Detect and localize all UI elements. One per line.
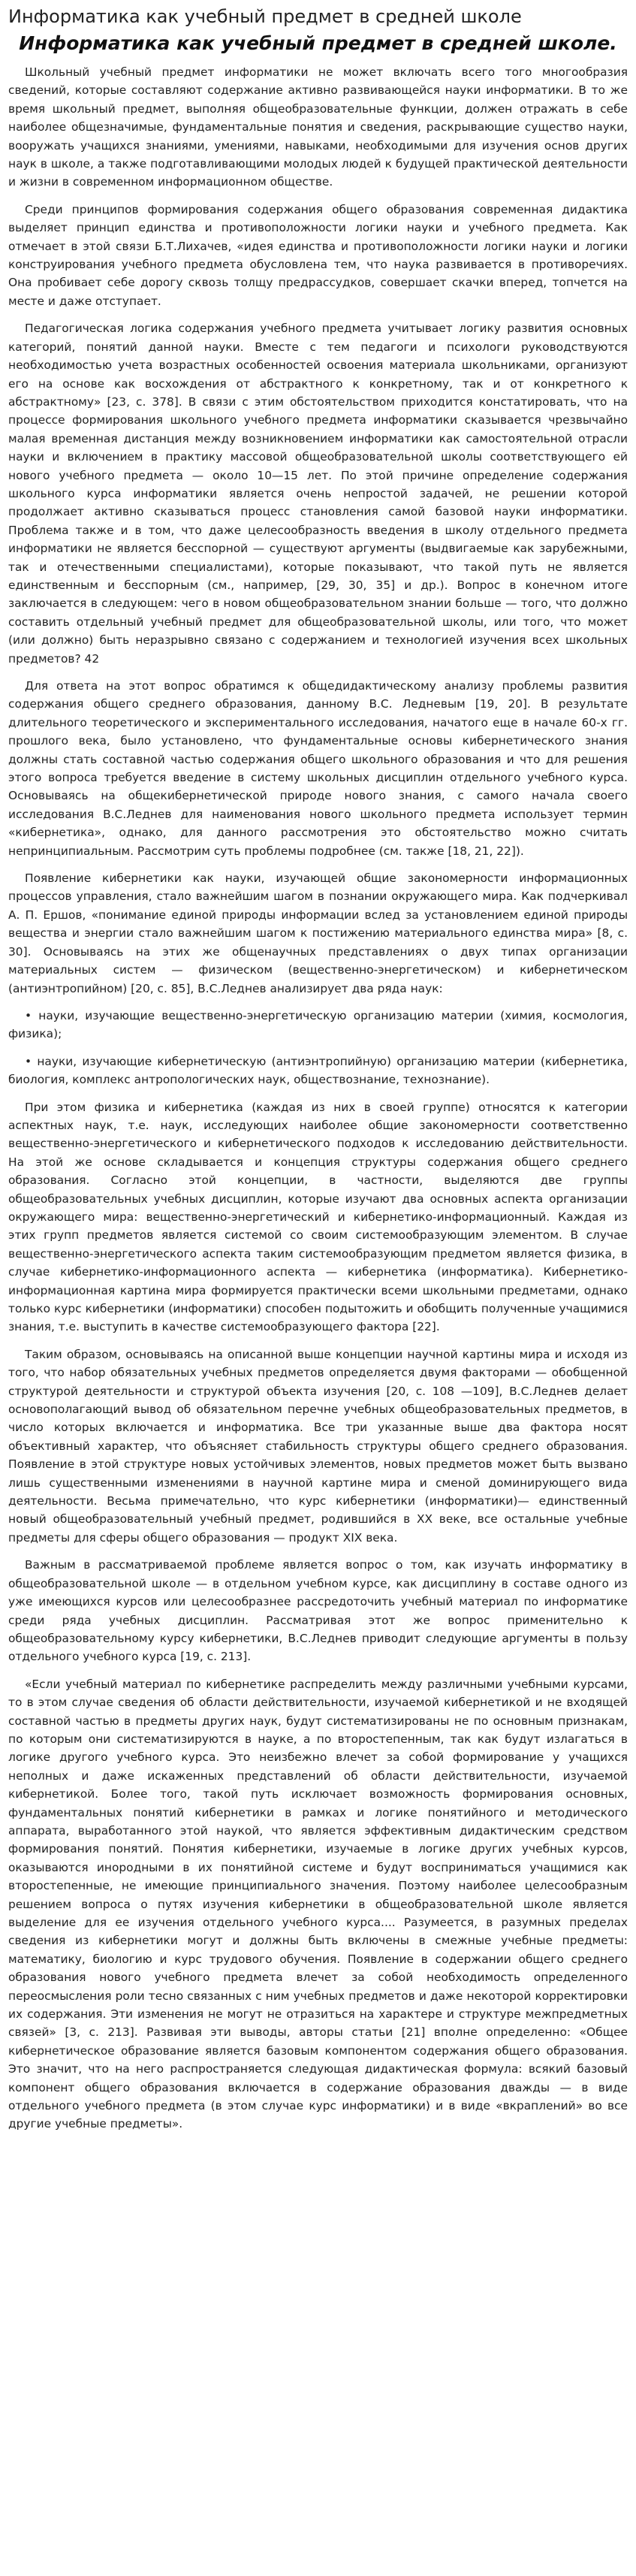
- paragraph-2: Среди принципов формирования содержания общего образования современная дидактика выделяет принцип единства и противоположности логики науки и учебного предмета. Как отмечает в этой связи Б.Т.Лихачев, «идея единства и противоположности логики науки и логики конструирования учебного предмета обусловлена тем, что наука развивается в противоречиях. Она пробивает себе дорогу сквозь толщу предрассудков, совершает скачки вперед, топчется на месте и даже отступает.: [8, 202, 628, 308]
- paragraph-4: Для ответа на этот вопрос обратимся к общедидактическому анализу проблемы развития содержания общего среднего образования, данному В.С. Ледневым [19, 20]. В результате длительного теоретического и экспериментального исследования, начатого еще в начале 60-х гг. прошлого века, было установлено, что фундаментальные основы кибернетического знания должны стать составной частью содержания общего школьного образования и что для решения этого вопроса требуется введение в систему школьных дисциплин отдельного учебного курса. Основываясь на общекибернетической природе нового знания, с самого начала своего исследования В.С.Леднев для наименования нового школьного предмета использует термин «кибернетика», однако, для данного рассмотрения это обстоятельство можно считать непринципиальным. Рассмотрим суть проблемы подробнее (см. также [18, 21, 22]).: [8, 679, 628, 858]
- paragraph-5: Появление кибернетики как науки, изучающей общие закономерности информационных процессов управления, стало важнейшим шагом в познании окружающего мира. Как подчеркивал А. П. Ершов, «понимание единой природы информации вслед за установлением единой природы вещества и энергии стало важнейшим шагом к постижению материального единства мира» [8, с. 30]. Основываясь на этих же общенаучных представлениях о двух типах организации материальных систем — физическом (вещественно-энергетическом) и кибернетическом (антиэнтропийном) [20, с. 85], В.С.Леднев анализирует два ряда наук:: [8, 871, 628, 995]
- paragraph-7: Таким образом, основываясь на описанной выше концепции научной картины мира и исходя из того, что набор обязательных учебных предметов определяется двумя факторами — обобщенной структурой деятельности и структурой объекта изучения [20, с. 108 —109], В.С.Леднев делает основополагающий вывод об обязательном перечне учебных общеобразовательных предметов, в число которых включается и информатика. Все три указанные выше два фактора носят объективный характер, что объясняет стабильность структуры общего среднего образования. Появление в этой структуре новых устойчивых элементов, новых предметов может быть вызвано лишь существенными изменениями в научной картине мира и сменой доминирующего вида деятельности. Весьма примечательно, что курс кибернетики (информатики)— единственный новый общеобразовательный учебный предмет, родившийся в XX веке, все остальные учебные предметы для сферы общего образования — продукт XIX века.: [8, 1347, 628, 1545]
- bullet-item-physics: • науки, изучающие вещественно-энергетическую организацию материи (химия, космология, физика);: [8, 1008, 628, 1041]
- paragraph-1: Школьный учебный предмет информатики не может включать всего того многообразия сведений, которые составляют содержание активно развивающейся науки информатики. В то же время школьный предмет, выполняя общеобразовательные функции, должен отражать в себе наиболее общезначимые, фундаментальные понятия и сведения, раскрывающие существо науки, вооружать учащихся знаниями, умениями, навыками, необходимыми для изучения основ других наук в школе, а также подготавливающими молодых людей к будущей практической деятельности и жизни в современном информационном обществе.: [8, 65, 628, 189]
- article-body: [8, 63, 628, 2134]
- bullet-item-cybernetics: • науки, изучающие кибернетическую (антиэнтропийную) организацию материи (кибернетика, биология, комплекс антропологических наук, обществознание, технознание).: [8, 1054, 628, 1087]
- paragraph-8: Важным в рассматриваемой проблеме является вопрос о том, как изучать информатику в общеобразовательной школе — в отдельном учебном курсе, как дисциплину в составе одного из уже имеющихся курсов или целесообразнее рассредоточить учебный материал по информатике среди ряда учебных дисциплин. Рассматривая этот же вопрос применительно к общеобразовательному курсу кибернетики, В.С.Леднев приводит следующие аргументы в пользу отдельного учебного курса [19, с. 213].: [8, 1558, 628, 1664]
- article-heading: Информатика как учебный предмет в средней школе.: [19, 32, 617, 54]
- paragraph-6: При этом физика и кибернетика (каждая из них в своей группе) относятся к категории аспектных наук, т.е. наук, исследующих наиболее общие закономерности соответственно вещественно-энергетического и кибернетического подходов к исследованию действительности. На этой же основе складывается и концепция структуры содержания общего среднего образования. Согласно этой концепции, в частности, выделяются две группы общеобразовательных учебных дисциплин, которые изучают два основных аспекта организации окружающего мира: вещественно-энергетический и кибернетико-информационный. Каждая из этих групп предметов является системой со своим системообразующим элементом. В случае вещественно-энергетического аспекта таким системообразующим предметом является физика, в случае кибернетико-информационного аспекта — кибернетика (информатика). Кибернетико-информационная картина мира формируется практически всеми школьными предметами, однако только курс кибернетики (информатики) способен подытожить и обобщить полученные учащимися знания, т.е. выступить в качестве системообразующего фактора [22].: [8, 1100, 628, 1334]
- paragraph-3: Педагогическая логика содержания учебного предмета учитывает логику развития основных категорий, понятий данной науки. Вместе с тем педагоги и психологи руководствуются необходимостью учета возрастных особенностей освоения материала школьниками, организуют его на основе как восхождения от абстрактного к конкретному, так и от конкретного к абстрактному» [23, с. 378]. В связи с этим обстоятельством приходится констатировать, что на процессе формирования школьного учебного предмета информатики сказывается чрезвычайно малая временная дистанция между возникновением информатики как самостоятельной отрасли науки и включением в практику массовой общеобразовательной школы соответствующего ей нового учебного предмета — около 10—15 лет. По этой причине определение содержания школьного курса информатики является очень непростой задачей, не решении которой продолжает активно сказываться процесс становления самой базовой науки информатики. Проблема также и в том, что даже целесообразность введения в школу отдельного предмета информатики не является бесспорной — существуют аргументы (выдвигаемые как зарубежными, так и отечественными специалистами), которые показывают, что такой путь не является единственным и бесспорным (см., например, [29, 30, 35] и др.). Вопрос в конечном итоге заключается в следующем: чего в новом общеобразовательном знании больше — того, что должно составить отдельный учебный предмет для общеобразовательной школы, или того, что может (или должно) быть неразрывно связано с содержанием и технологией изучения всех школьных предметов? 42: [8, 322, 628, 666]
- paragraph-9-quote: «Если учебный материал по кибернетике распределить между различными учебными курсами, то в этом случае сведения об области действительности, изучаемой кибернетикой и не входящей составной частью в предметы других наук, будут систематизированы не по основным признакам, по которым они систематизируются в науке, а по второстепенным, так как будут излагаться в логике другого учебного курса. Это неизбежно влечет за собой формирование у учащихся неполных и даже искаженных представлений об области действительности, изучаемой кибернетикой. Более того, такой путь исключает возможность формирования основных, фундаментальных понятий кибернетики в рамках и логике понятийного и методического аппарата, выработанного этой наукой, что является эффективным дидактическим средством формирования понятий. Понятия кибернетики, изучаемые в логике других учебных курсов, оказываются инородными в их понятийной системе и будут восприниматься учащимися как второстепенные, не имеющие принципиального значения. Поэтому наиболее целесообразным решением вопроса о путях изучения кибернетики в общеобразовательной школе является выделение для ее изучения отдельного учебного курса.... Разумеется, в разумных пределах сведения из кибернетики могут и должны быть включены в смежные учебные предметы: математику, биологию и курс трудового обучения. Появление в содержании общего среднего образования нового учебного предмета влечет за собой необходимость определенного переосмысления роли тесно связанных с ним учебных предметов и даже некоторой корректировки их содержания. Эти изменения не могут не отразиться на характере и структуре межпредметных связей» [3, с. 213]. Развивая эти выводы, авторы статьи [21] вполне определенно: «Общее кибернетическое образование является базовым компонентом содержания общего образования. Это значит, что на него распространяется следующая дидактическая формула: всякий базовый компонент общего образования включается в содержание образования дважды — в виде отдельного учебного предмета (в этом случае курс информатики) и в виде «вкраплений» во все другие учебные предметы».: [8, 1677, 628, 2131]
- page-title: Информатика как учебный предмет в средней школе: [8, 6, 522, 27]
